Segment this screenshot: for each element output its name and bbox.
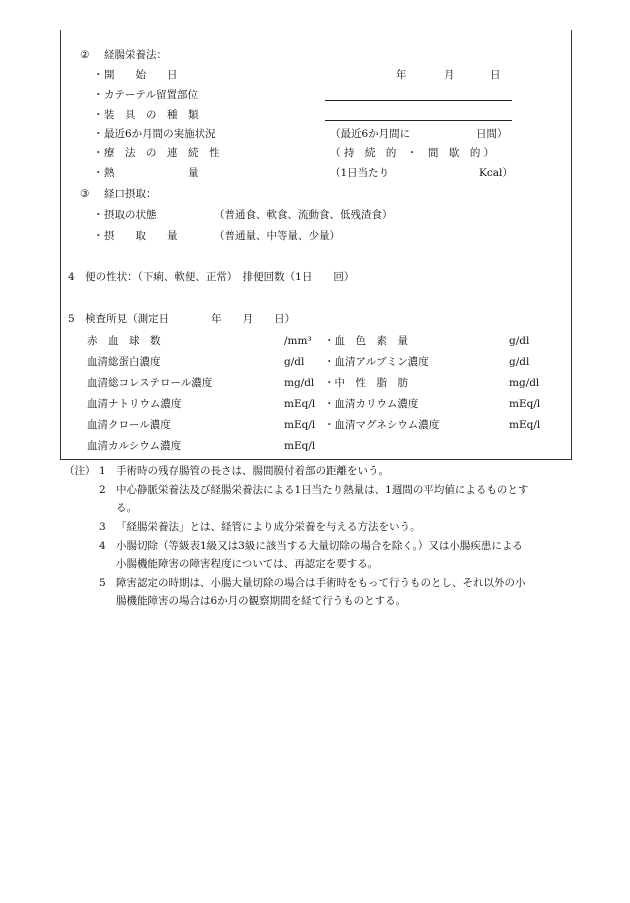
calorie-open: （1日当たり [330, 167, 390, 179]
calorie-close: Kcal） [479, 167, 513, 179]
start-date-month: 月 [444, 69, 455, 81]
start-date-label: 開 始 日 [104, 69, 178, 81]
lab-label: ・血清アルブミン濃度 [324, 356, 429, 368]
lab-label: 血清カルシウム濃度 [87, 440, 182, 452]
bullet: ・ [93, 147, 104, 159]
section3-title: 経口摂取： [104, 188, 157, 200]
note-text: 腸機能障害の場合は6か月の観察期間を経て行うものとする。 [116, 595, 407, 607]
note-number: 1 [99, 465, 106, 477]
device-type-line[interactable] [325, 120, 512, 121]
note-number: 3 [99, 521, 106, 533]
note-text: 中心静脈栄養法及び経腸栄養法による1日当たり熱量は、1週間の平均値によるものとす [116, 484, 529, 496]
note-text: 障害認定の時期は、小腸大量切除の場合は手術時をもって行うものとし、それ以外の小 [116, 577, 526, 589]
lab-label: 血清ナトリウム濃度 [87, 398, 182, 410]
notes-prefix: （注） [64, 465, 96, 477]
lab-label: ・血 色 素 量 [324, 335, 408, 347]
note-text: 「経腸栄養法」とは、経管により成分栄養を与える方法をいう。 [116, 521, 421, 533]
lab-unit: mEq/l [284, 419, 316, 431]
lab-label: 血清総コレステロール濃度 [87, 377, 213, 389]
lab-unit: mg/dl [284, 377, 315, 389]
calorie-label: 熱 量 [104, 167, 199, 179]
catheter-site-label: カテーテル留置部位 [104, 89, 198, 101]
bullet: ・ [93, 109, 104, 121]
lab-unit: g/dl [284, 356, 305, 368]
continuity-label: 療 法 の 連 続 性 [104, 147, 220, 159]
start-date-day: 日 [490, 69, 501, 81]
bullet: ・ [93, 230, 104, 242]
intake-state-options: （普通食、軟食、流動食、低残渣食） [214, 209, 393, 221]
note-text: る。 [116, 502, 137, 514]
continuity-options: （ 持 続 的 ・ 間 歇 的 ） [330, 147, 495, 159]
lab-label: ・中 性 脂 肪 [324, 377, 408, 389]
section2-title: 経腸栄養法： [104, 49, 167, 61]
lab-unit: mEq/l [284, 440, 316, 452]
lab-label: ・血清カリウム濃度 [324, 398, 419, 410]
lab-unit: mEq/l [284, 398, 316, 410]
note-text: 小腸機能障害の障害程度については、再認定を要する。 [116, 558, 379, 570]
lab-label: ・血清マグネシウム濃度 [324, 419, 440, 431]
recent-status-close: 日間） [476, 128, 508, 140]
lab-label: 血清総蛋白濃度 [87, 356, 161, 368]
lab-unit: g/dl [509, 356, 530, 368]
intake-amount-options: （普通量、中等量、少量） [214, 230, 340, 242]
lab-label: 赤 血 球 数 [87, 335, 161, 347]
lab-unit: mg/dl [509, 377, 540, 389]
note-number: 2 [99, 484, 106, 496]
intake-amount-label: 摂 取 量 [104, 230, 178, 242]
intake-state-label: 摂取の状態 [104, 209, 157, 221]
lab-unit: g/dl [509, 335, 530, 347]
bullet: ・ [93, 209, 104, 221]
start-date-year: 年 [396, 69, 407, 81]
lab-label: 血清クロール濃度 [87, 419, 171, 431]
lab-unit: mEq/l [509, 398, 541, 410]
bullet: ・ [93, 167, 104, 179]
catheter-site-line[interactable] [325, 100, 512, 101]
section3-number: ③ [80, 188, 90, 200]
stool-properties: 4 便の性状：（下痢、軟便、正常） 排便回数（1日 回） [68, 271, 355, 283]
note-number: 4 [99, 540, 106, 552]
recent-status-open: （最近6か月間に [330, 128, 411, 140]
lab-findings-heading: 5 検査所見（測定日 年 月 日） [68, 313, 296, 325]
note-number: 5 [99, 577, 106, 589]
section2-number: ② [80, 49, 90, 61]
device-type-label: 装 具 の 種 類 [104, 109, 199, 121]
recent-status-label: 最近6か月間の実施状況 [104, 128, 216, 140]
bullet: ・ [93, 89, 104, 101]
lab-unit: /mm³ [284, 335, 312, 347]
note-text: 小腸切除（等級表1級又は3級に該当する大量切除の場合を除く。）又は小腸疾患による [116, 540, 523, 552]
bullet: ・ [93, 128, 104, 140]
lab-unit: mEq/l [509, 419, 541, 431]
bullet: ・ [93, 69, 104, 81]
note-text: 手術時の残存腸管の長さは、腸間膜付着部の距離をいう。 [116, 465, 389, 477]
